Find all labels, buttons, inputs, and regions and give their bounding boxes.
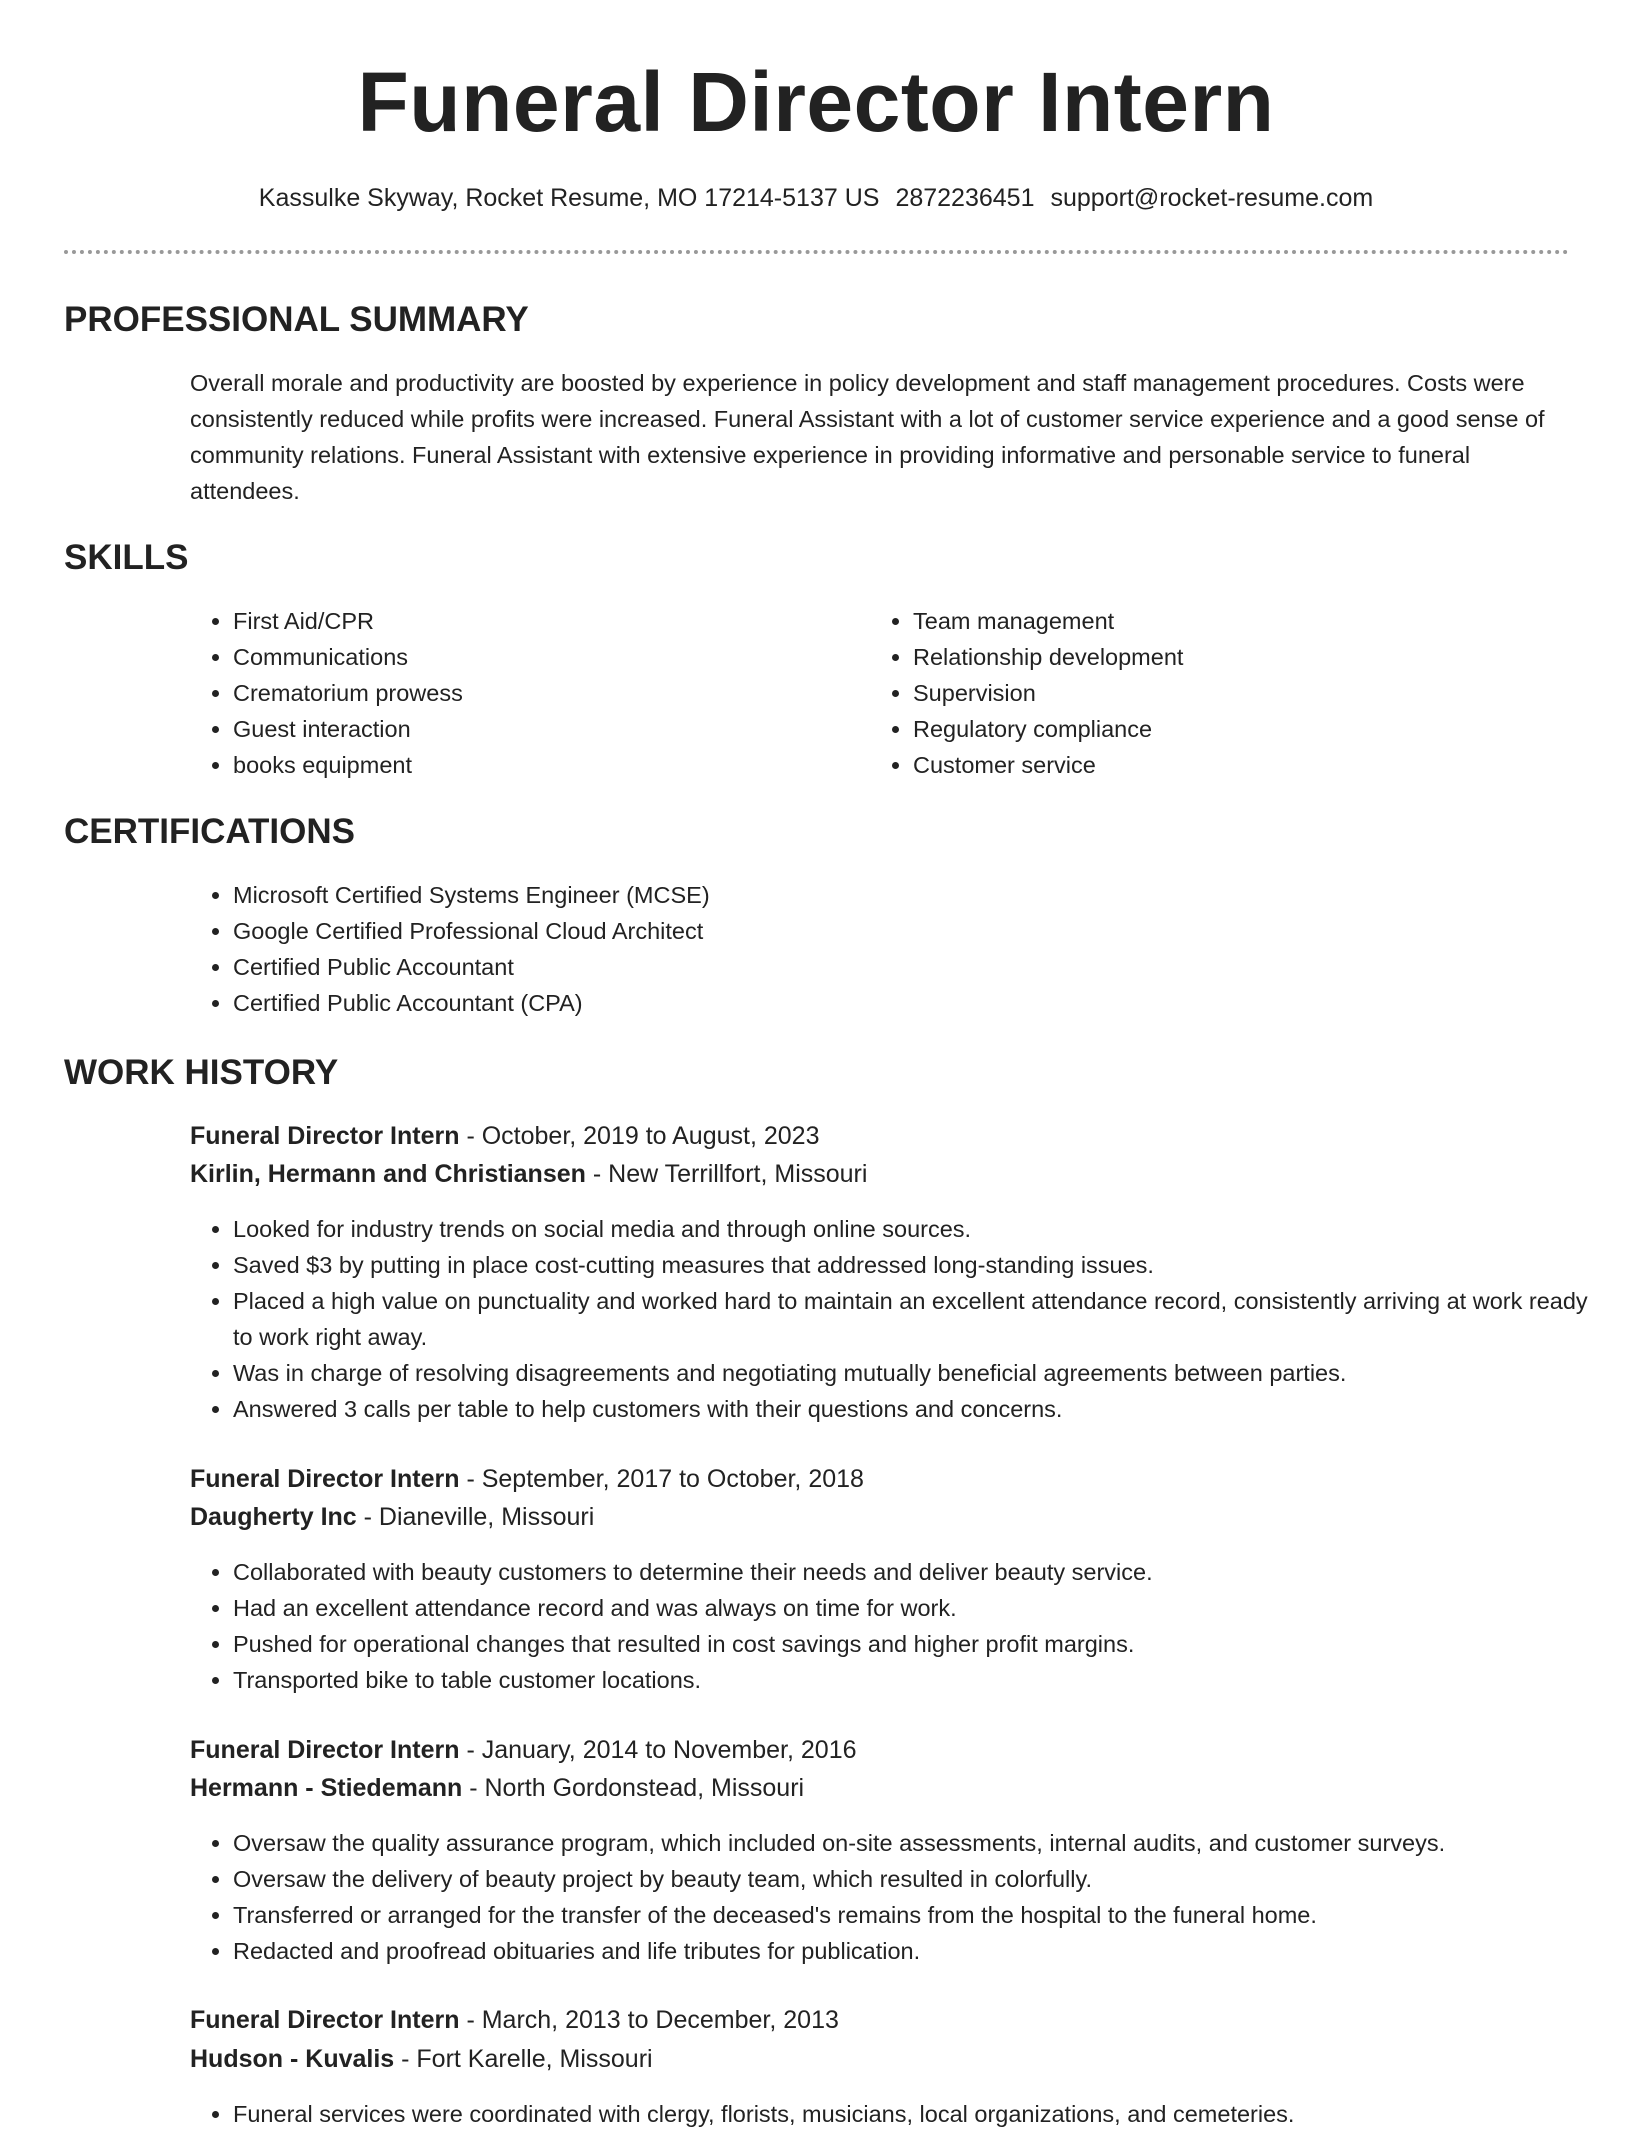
contact-line — [0, 182, 1632, 214]
job-company: Kirlin, Hermann and Christiansen — [190, 1160, 586, 1188]
job-bullet: • Had an excellent attendance record and was always on time for work. — [233, 1590, 1593, 1626]
job-title-line — [190, 1117, 819, 1155]
phone-text: 2872236451 — [895, 184, 1035, 212]
job-title-line — [190, 2001, 839, 2039]
job-bullet: • Looked for industry trends on social media and through online sources. — [233, 1211, 1593, 1247]
job-dates: - September, 2017 to October, 2018 — [459, 1465, 864, 1493]
job-title-line — [190, 1731, 857, 1769]
job-location: - New Terrillfort, Missouri — [585, 1160, 868, 1188]
certification-item: • Microsoft Certified Systems Engineer (MCSE) — [233, 877, 1553, 913]
certification-item: • Google Certified Professional Cloud Architect — [233, 913, 1553, 949]
certifications-heading: CERTIFICATIONS — [64, 812, 356, 851]
header-divider — [64, 250, 1569, 254]
skill-item: • First Aid/CPR — [233, 603, 873, 639]
job-title: Funeral Director Intern — [190, 2006, 460, 2034]
job-company-line — [190, 2040, 653, 2078]
certification-item: • Certified Public Accountant — [233, 949, 1553, 985]
job-company-line — [190, 1155, 867, 1193]
job-company: Hermann - Stiedemann — [190, 1774, 463, 1802]
job-bullet: • Placed a high value on punctuality and worked hard to maintain an excellent attendance record, consistently arriving at work ready to work right away. — [233, 1283, 1593, 1355]
job-company-line — [190, 1769, 804, 1807]
skill-item: • books equipment — [233, 747, 873, 783]
certifications-list — [190, 877, 1553, 1021]
job-bullet: • Oversaw the delivery of beauty project by beauty team, which resulted in colorfully. — [233, 1861, 1632, 1897]
skill-item: • Supervision — [913, 675, 1553, 711]
job-bullet: • Was in charge of resolving disagreements and negotiating mutually beneficial agreements between parties. — [233, 1355, 1593, 1391]
job-bullet: • Saved $3 by putting in place cost-cutting measures that addressed long-standing issues. — [233, 1247, 1593, 1283]
skill-item: • Communications — [233, 639, 873, 675]
summary-heading: PROFESSIONAL SUMMARY — [64, 300, 529, 339]
job-bullet: • Transferred or arranged for the transfer of the deceased's remains from the hospital to the funeral home. — [233, 1897, 1632, 1933]
job-title-line — [190, 1460, 864, 1498]
job-title: Funeral Director Intern — [190, 1122, 460, 1150]
email-text: support@rocket-resume.com — [1050, 184, 1374, 212]
skill-item: • Crematorium prowess — [233, 675, 873, 711]
job-location: - North Gordonstead, Missouri — [462, 1774, 805, 1802]
job-dates: - March, 2013 to December, 2013 — [459, 2006, 839, 2034]
address-text: Kassulke Skyway, Rocket Resume, MO 17214-5137 US — [258, 184, 880, 212]
job-bullet: • Collaborated with beauty customers to determine their needs and deliver beauty service. — [233, 1554, 1593, 1590]
skills-heading: SKILLS — [64, 538, 189, 577]
skill-item: • Guest interaction — [233, 711, 873, 747]
job-company: Hudson - Kuvalis — [190, 2045, 395, 2073]
job-bullet: • Redacted and proofread obituaries and life tributes for publication. — [233, 1933, 1632, 1969]
job-company: Daugherty Inc — [190, 1503, 357, 1531]
skill-item: • Regulatory compliance — [913, 711, 1553, 747]
work-history-heading: WORK HISTORY — [64, 1053, 339, 1092]
skills-list-left — [190, 603, 873, 783]
summary-text: Overall morale and productivity are boosted by experience in policy development and staff management procedures. Costs were consistently reduced while profits were increased. Funeral Assistant with a lot of customer service experience and a good sense of community relations. Funeral Assistant with extensive experience in providing informative and personable service to funeral attendees. — [190, 370, 1545, 504]
job-bullets — [190, 1211, 1593, 1427]
job-bullet: • Transported bike to table customer locations. — [233, 1662, 1593, 1698]
skills-list-right — [870, 603, 1553, 783]
job-bullet: • Answered 3 calls per table to help customers with their questions and concerns. — [233, 1391, 1593, 1427]
job-title: Funeral Director Intern — [190, 1465, 460, 1493]
job-bullet: • Oversaw the quality assurance program, which included on-site assessments, internal audits, and customer surveys. — [233, 1825, 1632, 1861]
job-bullet: • Funeral services were coordinated with clergy, florists, musicians, local organizations, and cemeteries. — [233, 2096, 1593, 2132]
job-title: Funeral Director Intern — [190, 1736, 460, 1764]
job-bullets — [190, 2096, 1593, 2132]
job-dates: - January, 2014 to November, 2016 — [459, 1736, 857, 1764]
job-bullets — [190, 1825, 1632, 1969]
skill-item: • Team management — [913, 603, 1553, 639]
job-bullet: • Pushed for operational changes that resulted in cost savings and higher profit margins. — [233, 1626, 1593, 1662]
skill-item: • Customer service — [913, 747, 1553, 783]
skill-item: • Relationship development — [913, 639, 1553, 675]
certification-item: • Certified Public Accountant (CPA) — [233, 985, 1553, 1021]
job-company-line — [190, 1498, 594, 1536]
job-location: - Fort Karelle, Missouri — [394, 2045, 653, 2073]
job-bullets — [190, 1554, 1593, 1698]
page-title: Funeral Director Intern — [357, 55, 1275, 149]
job-location: - Dianeville, Missouri — [356, 1503, 595, 1531]
job-dates: - October, 2019 to August, 2023 — [459, 1122, 820, 1150]
